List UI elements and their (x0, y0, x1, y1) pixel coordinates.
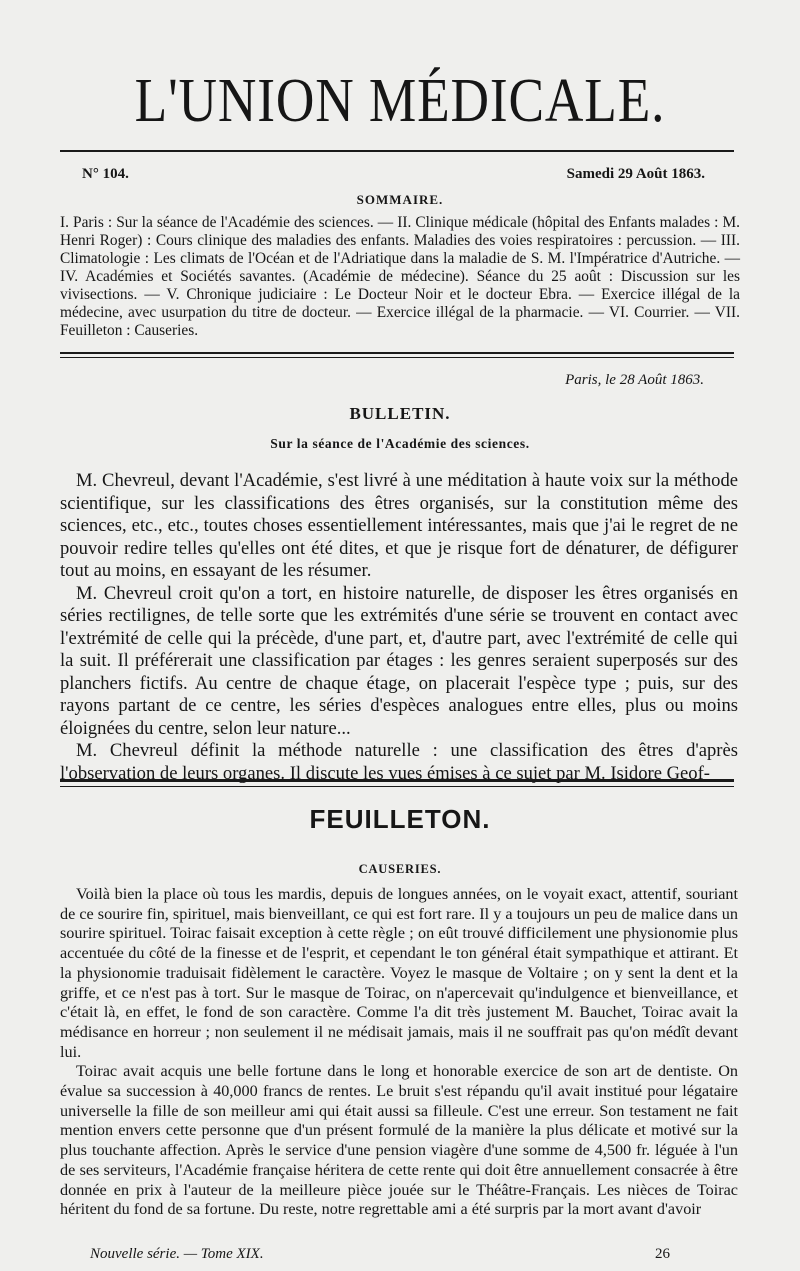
feuilleton-rule-thin (60, 786, 734, 787)
bulletin-body (60, 470, 738, 785)
feuilleton-paragraph: Voilà bien la place où tous les mardis, depuis de longues années, on le voyait exact, attentif, souriant de ce sourire fin, spirituel, mais bienveillant, ce qui est fort rare. Il y a toujours un peu de malice dans un sourire spirituel. Toirac faisait exception à cette règle ; on eût trouvé difficilement une physionomie plus accentuée du côté de la finesse et de l'esprit, et cependant le ton général était sympathique et attirant. Et la physionomie traduisait fidèlement le caractère. Voyez le masque de Voltaire ; on y sent la dent et la griffe, et ce n'est pas à tort. Sur le masque de Toirac, on n'apercevait qu'indulgence et bienveillance, et c'était là, en effet, le fond de son caractère. Comme l'a dit très justement M. Bauchet, Toirac avait la médisance en horreur ; non seulement il ne médisait jamais, mais il ne souffrait pas qu'on médît devant lui. (60, 885, 738, 1061)
masthead-title: L'UNION MÉDICALE. (134, 67, 666, 135)
issue-date: Samedi 29 Août 1863. (566, 166, 705, 182)
bulletin-subtitle: Sur la séance de l'Académie des sciences. (270, 436, 530, 451)
sommaire-text: I. Paris : Sur la séance de l'Académie des sciences. — II. Clinique médicale (hôpital des Enfants malades : M. Henri Roger) : Cours clinique des maladies des enfants. Maladies des voies respiratoires : percussion. — III. Climatologie : Les climats de l'Océan et de l'Adriatique dans la maladie de S. M. l'Impératrice d'Autriche. — IV. Académies et Sociétés savantes. (Académie de médecine). Séance du 25 août : Discussion sur les vivisections. — V. Chronique judiciaire : Le Docteur Noir et le docteur Ebra. — Exercice illégal de la médecine, avec usurpation du titre de docteur. — Exercice illégal de la pharmacie. — VI. Courrier. — VII. Feuilleton : Causeries. (60, 214, 740, 339)
masthead-rule (60, 150, 734, 152)
bulletin-paragraph: M. Chevreul définit la méthode naturelle : une classification des êtres d'après l'observation de leurs organes. Il discute les vues émises à ce sujet par M. Isidore Geof- (60, 740, 738, 784)
feuilleton-body (60, 885, 738, 1220)
feuilleton-rule (60, 779, 734, 782)
feuilleton-subtitle: CAUSERIES. (358, 862, 442, 876)
bulletin-paragraph: M. Chevreul croit qu'on a tort, en histoire naturelle, de disposer les êtres organisés en séries rectilignes, de telle sorte que les extrémités d'une série se trouvent en contact avec l'extrémité de celle qui la précède, d'une part, et, d'autre part, avec l'extrémité de celle qui la suit. Il préférerait une classification par étages : les genres seraient superposés sur des planchers fictifs. Au centre de chaque étage, on placerait l'espèce type ; puis, sur des rayons partant de ce centre, les séries d'espèces analogues entre elles, plus ou moins éloignées du centre, selon leur nature... (60, 582, 738, 739)
feuilleton-paragraph: Toirac avait acquis une belle fortune dans le long et honorable exercice de son art de dentiste. On évalue sa succession à 40,000 francs de rentes. Le bruit s'est répandu qu'il avait institué pour légataire universelle la fille de son meilleur ami qui était aussi sa filleule. C'est une erreur. Son testament ne fait mention envers cette personne que d'un présent formulé de la manière la plus délicate et motivé sur la plus touchante affection. Après le service d'une pension viagère d'une somme de 4,500 fr. léguée à l'un de ses serviteurs, l'Académie française héritera de cette rente qui doit être annuellement consacrée à être donnée en prix à l'auteur de la meilleure pièce jouée sur le Théâtre-Français. Les nièces de Toirac héritent du fond de sa fortune. Du reste, notre regrettable ami a été surpris par la mort avant d'avoir (60, 1062, 738, 1219)
feuilleton-title: FEUILLETON. (309, 804, 491, 834)
bulletin-paragraph: M. Chevreul, devant l'Académie, s'est livré à une méditation à haute voix sur la méthode scientifique, sur les classifications des êtres organisés, sur la constitution même des sciences, etc., etc., toutes choses essentiellement intéressantes, mais que j'ai le regret de ne pouvoir redire telles qu'elles ont été dites, et que je risque fort de dénaturer, de défigurer tout au moins, en essayant de les résumer. (60, 470, 738, 581)
sommaire-title: SOMMAIRE. (356, 192, 444, 207)
bulletin-dateline: Paris, le 28 Août 1863. (565, 372, 704, 388)
issue-number: N° 104. (82, 166, 129, 182)
footer-series: Nouvelle série. — Tome XIX. (90, 1246, 264, 1262)
section-rule (60, 352, 734, 354)
page-number: 26 (655, 1246, 670, 1262)
bulletin-title: BULLETIN. (349, 404, 451, 423)
section-rule-thin (60, 357, 734, 358)
